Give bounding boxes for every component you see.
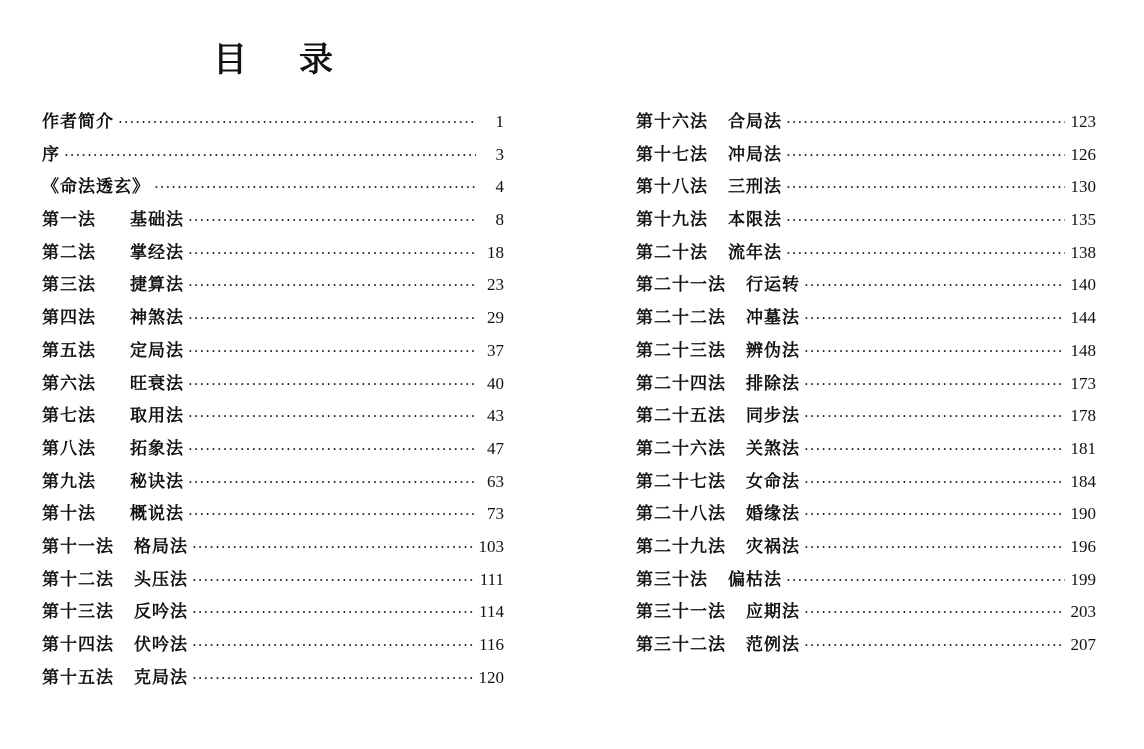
toc-leader-dots bbox=[192, 629, 473, 662]
toc-chapter-number: 第三十二法 bbox=[636, 635, 726, 655]
toc-leader-dots bbox=[188, 302, 476, 335]
toc-page-number: 111 bbox=[479, 569, 504, 589]
toc-leader-dots bbox=[64, 139, 476, 172]
toc-page-number: 63 bbox=[487, 471, 504, 491]
toc-chapter-number: 第二十四法 bbox=[636, 373, 726, 394]
toc-entry[interactable] bbox=[636, 368, 1096, 401]
toc-chapter-title: 女命法 bbox=[746, 471, 800, 492]
toc-chapter-title: 冲墓法 bbox=[746, 308, 800, 329]
toc-page-number: 114 bbox=[479, 602, 504, 622]
toc-leader-dots bbox=[188, 433, 476, 466]
toc-entry[interactable] bbox=[42, 139, 504, 172]
toc-chapter-number: 第六法 bbox=[42, 373, 96, 394]
toc-chapter-title: 合局法 bbox=[728, 112, 782, 132]
toc-chapter-title: 行运转 bbox=[746, 275, 800, 296]
toc-entry[interactable] bbox=[42, 106, 504, 139]
toc-leader-dots bbox=[804, 335, 1065, 368]
toc-page-number: 199 bbox=[1070, 569, 1096, 589]
toc-page-number: 178 bbox=[1070, 406, 1096, 426]
toc-chapter-title: 灾祸法 bbox=[746, 536, 800, 557]
toc-leader-dots bbox=[804, 531, 1065, 564]
toc-page-number: 135 bbox=[1070, 210, 1096, 230]
toc-chapter-title: 流年法 bbox=[728, 242, 782, 263]
toc-chapter-number: 第二十八法 bbox=[636, 504, 726, 525]
toc-entry[interactable] bbox=[42, 400, 504, 433]
toc-entry[interactable] bbox=[42, 302, 504, 335]
toc-page-number: 18 bbox=[487, 242, 504, 262]
toc-page-number: 140 bbox=[1070, 275, 1096, 295]
toc-leader-dots bbox=[188, 237, 476, 270]
toc-leader-dots bbox=[786, 171, 1065, 204]
toc-chapter-number: 第七法 bbox=[42, 406, 96, 427]
toc-chapter-title: 关煞法 bbox=[746, 438, 800, 459]
toc-chapter-number: 第十七法 bbox=[636, 144, 708, 165]
toc-leader-dots bbox=[786, 106, 1065, 139]
toc-entry[interactable] bbox=[636, 433, 1096, 466]
toc-chapter-number: 第十三法 bbox=[42, 602, 114, 623]
toc-chapter-title: 格局法 bbox=[134, 536, 188, 557]
toc-leader-dots bbox=[804, 629, 1065, 662]
toc-chapter-title: 范例法 bbox=[746, 635, 800, 655]
toc-entry[interactable] bbox=[42, 498, 504, 531]
toc-chapter-title: 《命法透玄》 bbox=[42, 177, 150, 198]
toc-page-number: 181 bbox=[1070, 438, 1096, 458]
toc-leader-dots bbox=[804, 368, 1065, 401]
toc-leader-dots bbox=[192, 531, 473, 564]
toc-entry[interactable] bbox=[636, 564, 1096, 597]
toc-leader-dots bbox=[188, 466, 476, 499]
toc-chapter-number: 第十六法 bbox=[636, 112, 708, 132]
toc-entry[interactable] bbox=[42, 368, 504, 401]
toc-chapter-title: 排除法 bbox=[746, 373, 800, 394]
toc-chapter-number: 第二十三法 bbox=[636, 340, 726, 361]
toc-page-number: 148 bbox=[1070, 340, 1096, 360]
toc-entry[interactable] bbox=[636, 139, 1096, 172]
toc-entry[interactable] bbox=[636, 204, 1096, 237]
toc-page-number: 8 bbox=[495, 210, 504, 230]
toc-leader-dots bbox=[804, 433, 1065, 466]
toc-leader-dots bbox=[192, 596, 473, 629]
toc-chapter-title: 序 bbox=[42, 144, 60, 165]
toc-leader-dots bbox=[188, 368, 476, 401]
toc-entry[interactable] bbox=[42, 531, 504, 564]
toc-chapter-number: 第十法 bbox=[42, 504, 96, 525]
toc-chapter-title: 应期法 bbox=[746, 602, 800, 623]
toc-leader-dots bbox=[786, 564, 1065, 597]
toc-page-number: 47 bbox=[487, 438, 504, 458]
toc-chapter-title: 冲局法 bbox=[728, 144, 782, 165]
toc-entry[interactable] bbox=[636, 629, 1096, 662]
toc-leader-dots bbox=[786, 139, 1065, 172]
toc-leader-dots bbox=[188, 400, 476, 433]
toc-entry[interactable] bbox=[636, 498, 1096, 531]
toc-chapter-title: 取用法 bbox=[130, 406, 184, 427]
toc-leader-dots bbox=[786, 204, 1065, 237]
toc-page-number: 138 bbox=[1070, 242, 1096, 262]
toc-entry[interactable] bbox=[42, 237, 504, 270]
toc-leader-dots bbox=[786, 237, 1065, 270]
toc-page-number: 43 bbox=[487, 406, 504, 426]
toc-leader-dots bbox=[804, 466, 1065, 499]
toc-chapter-number: 第二十九法 bbox=[636, 536, 726, 557]
toc-chapter-title: 本限法 bbox=[728, 210, 782, 231]
toc-entry[interactable] bbox=[636, 466, 1096, 499]
toc-right-column bbox=[636, 106, 1096, 662]
toc-page-number: 173 bbox=[1070, 373, 1096, 393]
toc-chapter-title: 作者简介 bbox=[42, 112, 114, 132]
toc-entry[interactable] bbox=[42, 466, 504, 499]
toc-chapter-title: 同步法 bbox=[746, 406, 800, 427]
toc-chapter-title: 捷算法 bbox=[130, 275, 184, 296]
toc-chapter-number: 第二十六法 bbox=[636, 438, 726, 459]
toc-chapter-title: 基础法 bbox=[130, 210, 184, 231]
toc-chapter-number: 第二十七法 bbox=[636, 471, 726, 492]
toc-chapter-number: 第十九法 bbox=[636, 210, 708, 231]
toc-entry[interactable] bbox=[636, 302, 1096, 335]
toc-entry[interactable] bbox=[636, 596, 1096, 629]
toc-page-number: 190 bbox=[1070, 504, 1096, 524]
toc-chapter-title: 三刑法 bbox=[728, 177, 782, 198]
page-title bbox=[213, 32, 333, 81]
toc-page-number: 123 bbox=[1070, 112, 1096, 131]
toc-chapter-number: 第八法 bbox=[42, 438, 96, 459]
toc-left-column bbox=[42, 106, 504, 694]
toc-page-number: 130 bbox=[1070, 177, 1096, 197]
toc-page-number: 120 bbox=[478, 667, 504, 687]
title-char-1: 目 bbox=[213, 40, 247, 80]
toc-entry[interactable] bbox=[42, 629, 504, 662]
toc-chapter-number: 第二十五法 bbox=[636, 406, 726, 427]
toc-entry[interactable] bbox=[636, 106, 1096, 139]
toc-page-number: 23 bbox=[487, 275, 504, 295]
toc-chapter-title: 婚缘法 bbox=[746, 504, 800, 525]
toc-leader-dots bbox=[804, 400, 1065, 433]
toc-chapter-number: 第十五法 bbox=[42, 667, 114, 688]
toc-entry[interactable] bbox=[42, 596, 504, 629]
toc-chapter-number: 第三十一法 bbox=[636, 602, 726, 623]
toc-chapter-number: 第二十法 bbox=[636, 242, 708, 263]
toc-entry[interactable] bbox=[636, 400, 1096, 433]
toc-leader-dots bbox=[188, 335, 476, 368]
toc-page-number: 103 bbox=[478, 536, 504, 556]
toc-leader-dots bbox=[804, 269, 1065, 302]
toc-entry[interactable] bbox=[42, 269, 504, 302]
toc-entry[interactable] bbox=[42, 171, 504, 204]
toc-chapter-number: 第五法 bbox=[42, 340, 96, 361]
toc-chapter-title: 辨伪法 bbox=[746, 340, 800, 361]
toc-page-number: 126 bbox=[1070, 144, 1096, 164]
toc-page-number: 1 bbox=[495, 112, 504, 131]
toc-entry[interactable] bbox=[636, 237, 1096, 270]
toc-page-number: 73 bbox=[487, 504, 504, 524]
toc-page-number: 144 bbox=[1070, 308, 1096, 328]
toc-leader-dots bbox=[118, 106, 476, 139]
toc-page-number: 3 bbox=[495, 144, 504, 164]
title-char-2: 录 bbox=[299, 40, 333, 80]
toc-chapter-number: 第二十二法 bbox=[636, 308, 726, 329]
toc-page-number: 29 bbox=[487, 308, 504, 328]
toc-chapter-title: 神煞法 bbox=[130, 308, 184, 329]
toc-chapter-title: 旺衰法 bbox=[130, 373, 184, 394]
toc-chapter-number: 第十二法 bbox=[42, 569, 114, 590]
toc-page-number: 4 bbox=[495, 177, 504, 197]
toc-chapter-number: 第九法 bbox=[42, 471, 96, 492]
toc-leader-dots bbox=[192, 564, 474, 597]
toc-page-number: 203 bbox=[1070, 602, 1096, 622]
toc-entry[interactable] bbox=[42, 662, 504, 695]
toc-chapter-number: 第十四法 bbox=[42, 635, 114, 655]
toc-chapter-title: 克局法 bbox=[134, 667, 188, 688]
toc-leader-dots bbox=[188, 269, 476, 302]
toc-chapter-number: 第三十法 bbox=[636, 569, 708, 590]
toc-page-number: 196 bbox=[1070, 536, 1096, 556]
toc-entry[interactable] bbox=[636, 531, 1096, 564]
toc-page-number: 40 bbox=[487, 373, 504, 393]
toc-page-number: 207 bbox=[1070, 635, 1096, 654]
toc-entry[interactable] bbox=[636, 171, 1096, 204]
toc-leader-dots bbox=[804, 302, 1065, 335]
toc-leader-dots bbox=[192, 662, 473, 695]
toc-chapter-number: 第一法 bbox=[42, 210, 96, 231]
toc-chapter-title: 秘诀法 bbox=[130, 471, 184, 492]
toc-leader-dots bbox=[188, 498, 476, 531]
toc-chapter-number: 第十八法 bbox=[636, 177, 708, 198]
toc-entry[interactable] bbox=[636, 335, 1096, 368]
toc-page-number: 184 bbox=[1070, 471, 1096, 491]
toc-leader-dots bbox=[154, 171, 476, 204]
toc-chapter-number: 第三法 bbox=[42, 275, 96, 296]
toc-entry[interactable] bbox=[42, 204, 504, 237]
toc-entry[interactable] bbox=[42, 433, 504, 466]
toc-chapter-title: 反吟法 bbox=[134, 602, 188, 623]
toc-chapter-number: 第十一法 bbox=[42, 536, 114, 557]
toc-leader-dots bbox=[804, 596, 1065, 629]
toc-chapter-title: 定局法 bbox=[130, 340, 184, 361]
toc-leader-dots bbox=[188, 204, 476, 237]
toc-entry[interactable] bbox=[42, 335, 504, 368]
toc-leader-dots bbox=[804, 498, 1065, 531]
toc-chapter-number: 第四法 bbox=[42, 308, 96, 329]
toc-chapter-title: 概说法 bbox=[130, 504, 184, 525]
toc-chapter-title: 偏枯法 bbox=[728, 569, 782, 590]
toc-chapter-title: 拓象法 bbox=[130, 438, 184, 459]
toc-chapter-title: 伏吟法 bbox=[134, 635, 188, 655]
toc-chapter-number: 第二法 bbox=[42, 242, 96, 263]
toc-chapter-number: 第二十一法 bbox=[636, 275, 726, 296]
toc-page-number: 37 bbox=[487, 340, 504, 360]
toc-page-number: 116 bbox=[479, 635, 504, 654]
toc-chapter-title: 掌经法 bbox=[130, 242, 184, 263]
toc-chapter-title: 头压法 bbox=[134, 569, 188, 590]
toc-entry[interactable] bbox=[636, 269, 1096, 302]
toc-entry[interactable] bbox=[42, 564, 504, 597]
